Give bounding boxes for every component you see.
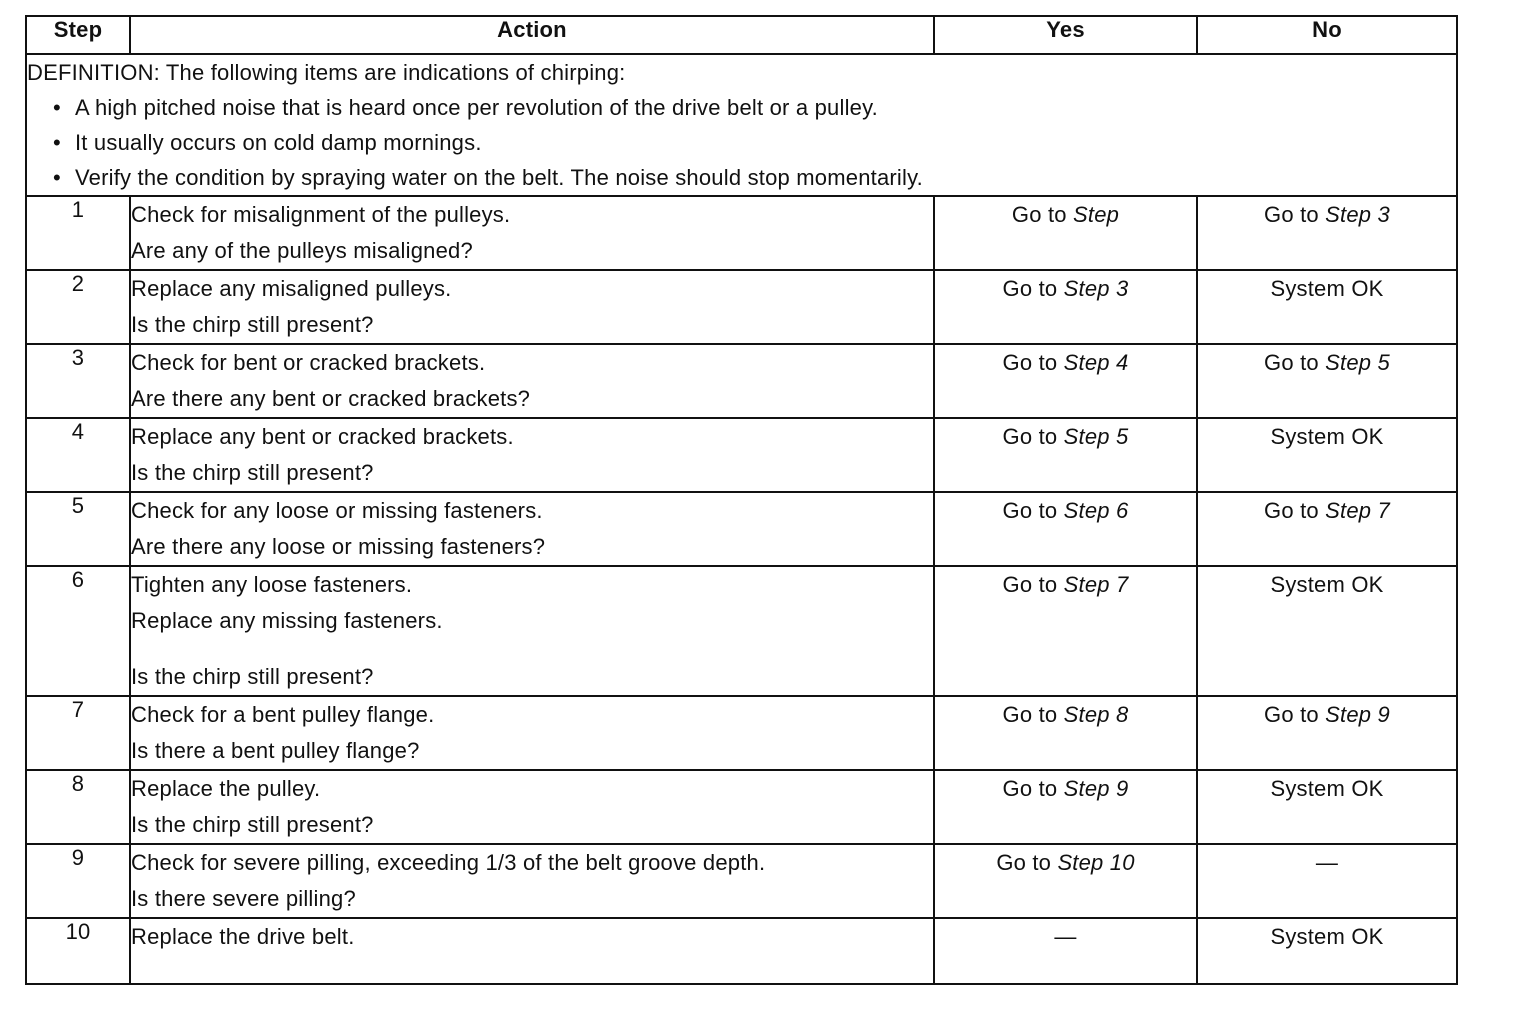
no-text: System OK (1270, 276, 1384, 301)
definition-item (27, 160, 1456, 195)
action-cell (130, 566, 934, 696)
no-text: Go to (1264, 350, 1326, 375)
action-cell (130, 418, 934, 492)
yes-cell (934, 492, 1197, 566)
yes-text: Go to (996, 850, 1058, 875)
action-cell (130, 196, 934, 270)
no-cell (1197, 270, 1457, 344)
definition-item (27, 90, 1456, 125)
action-cell (130, 344, 934, 418)
table-row (26, 196, 1457, 270)
yes-text: Go to (1002, 350, 1064, 375)
header-yes: Yes (934, 16, 1197, 54)
no-cell (1197, 918, 1457, 984)
bullet-icon: • (53, 130, 61, 155)
yes-step-ref: Step 5 (1063, 424, 1129, 449)
yes-step-ref: Step 6 (1063, 498, 1129, 523)
yes-text: Go to (1002, 276, 1064, 301)
no-text: System OK (1270, 776, 1384, 801)
action-line: Is the chirp still present? (131, 664, 374, 689)
yes-cell (934, 270, 1197, 344)
action-cell (130, 696, 934, 770)
yes-cell (934, 770, 1197, 844)
step-number: 7 (26, 696, 130, 770)
step-number: 6 (26, 566, 130, 696)
no-step-ref: Step 5 (1325, 350, 1390, 375)
definition-title: DEFINITION: The following items are indications of chirping: (27, 60, 626, 85)
header-row (26, 16, 1457, 54)
step-number: 4 (26, 418, 130, 492)
yes-text: Go to (1002, 498, 1064, 523)
action-line: Check for a bent pulley flange. (131, 702, 435, 727)
yes-step-ref: Step (1073, 202, 1120, 227)
action-line: Replace any misaligned pulleys. (131, 276, 452, 301)
step-number: 5 (26, 492, 130, 566)
step-number: 8 (26, 770, 130, 844)
bullet-icon: • (53, 165, 61, 190)
table-row (26, 844, 1457, 918)
yes-text: Go to (1002, 572, 1064, 597)
table-row (26, 566, 1457, 696)
action-line: Is the chirp still present? (131, 812, 374, 837)
diagnostic-table (25, 15, 1458, 985)
no-cell (1197, 770, 1457, 844)
step-number: 3 (26, 344, 130, 418)
action-cell (130, 844, 934, 918)
definition-row (26, 54, 1457, 196)
no-cell (1197, 418, 1457, 492)
action-line: Replace the pulley. (131, 776, 321, 801)
action-line: Are any of the pulleys misaligned? (131, 238, 473, 263)
action-cell (130, 918, 934, 984)
action-line: Replace the drive belt. (131, 924, 355, 949)
step-number: 1 (26, 196, 130, 270)
table-row (26, 770, 1457, 844)
no-step-ref: Step 9 (1325, 702, 1390, 727)
bullet-icon: • (53, 95, 61, 120)
table-row (26, 418, 1457, 492)
action-cell (130, 770, 934, 844)
action-cell (130, 270, 934, 344)
no-text: Go to (1264, 498, 1326, 523)
action-line: Check for bent or cracked brackets. (131, 350, 486, 375)
definition-item-text: Verify the condition by spraying water on the belt. The noise should stop momentarily. (75, 165, 923, 190)
definition-cell (26, 54, 1457, 196)
yes-text: Go to (1002, 702, 1064, 727)
action-cell (130, 492, 934, 566)
table-row (26, 918, 1457, 984)
action-line: Check for any loose or missing fasteners. (131, 498, 543, 523)
yes-step-ref: Step 10 (1057, 850, 1135, 875)
no-cell (1197, 566, 1457, 696)
definition-item-text: It usually occurs on cold damp mornings. (75, 130, 482, 155)
no-text: System OK (1270, 924, 1384, 949)
definition-list (27, 90, 1456, 195)
no-cell (1197, 696, 1457, 770)
action-line: Is the chirp still present? (131, 460, 374, 485)
step-number: 2 (26, 270, 130, 344)
action-line: Are there any loose or missing fasteners? (131, 534, 546, 559)
yes-step-ref: Step 4 (1063, 350, 1129, 375)
table-row (26, 492, 1457, 566)
step-number: 9 (26, 844, 130, 918)
no-text: System OK (1270, 572, 1384, 597)
definition-item (27, 125, 1456, 160)
yes-cell (934, 844, 1197, 918)
definition-item-text: A high pitched noise that is heard once per revolution of the drive belt or a pulley. (75, 95, 878, 120)
yes-cell (934, 918, 1197, 984)
header-action: Action (130, 16, 934, 54)
yes-text: Go to (1002, 776, 1064, 801)
action-line: Is the chirp still present? (131, 312, 374, 337)
no-cell (1197, 344, 1457, 418)
table-row (26, 696, 1457, 770)
yes-cell (934, 196, 1197, 270)
no-text: Go to (1264, 702, 1326, 727)
yes-text: Go to (1002, 424, 1064, 449)
table-row (26, 270, 1457, 344)
no-text: Go to (1264, 202, 1326, 227)
no-step-ref: Step 7 (1325, 498, 1390, 523)
yes-cell (934, 418, 1197, 492)
action-line: Check for severe pilling, exceeding 1/3 of the belt groove depth. (131, 850, 766, 875)
yes-step-ref: Step 9 (1063, 776, 1129, 801)
yes-text: Go to (1011, 202, 1074, 227)
action-line: Tighten any loose fasteners. (131, 572, 413, 597)
no-cell (1197, 196, 1457, 270)
no-cell (1197, 844, 1457, 918)
step-number: 10 (26, 918, 130, 984)
action-line: Replace any bent or cracked brackets. (131, 424, 514, 449)
yes-cell (934, 344, 1197, 418)
action-line: Replace any missing fasteners. (131, 608, 443, 633)
action-line: Are there any bent or cracked brackets? (131, 386, 531, 411)
yes-text: — (1054, 924, 1077, 949)
yes-step-ref: Step 7 (1063, 572, 1129, 597)
yes-cell (934, 566, 1197, 696)
yes-step-ref: Step 8 (1063, 702, 1129, 727)
header-step: Step (26, 16, 130, 54)
no-step-ref: Step 3 (1325, 202, 1390, 227)
header-no: No (1197, 16, 1457, 54)
no-cell (1197, 492, 1457, 566)
no-text: — (1315, 850, 1339, 875)
table-row (26, 344, 1457, 418)
action-line: Is there a bent pulley flange? (131, 738, 420, 763)
action-spacer (131, 639, 933, 659)
action-line: Check for misalignment of the pulleys. (131, 202, 511, 227)
yes-cell (934, 696, 1197, 770)
yes-step-ref: Step 3 (1063, 276, 1129, 301)
no-text: System OK (1270, 424, 1384, 449)
action-line: Is there severe pilling? (131, 886, 356, 911)
